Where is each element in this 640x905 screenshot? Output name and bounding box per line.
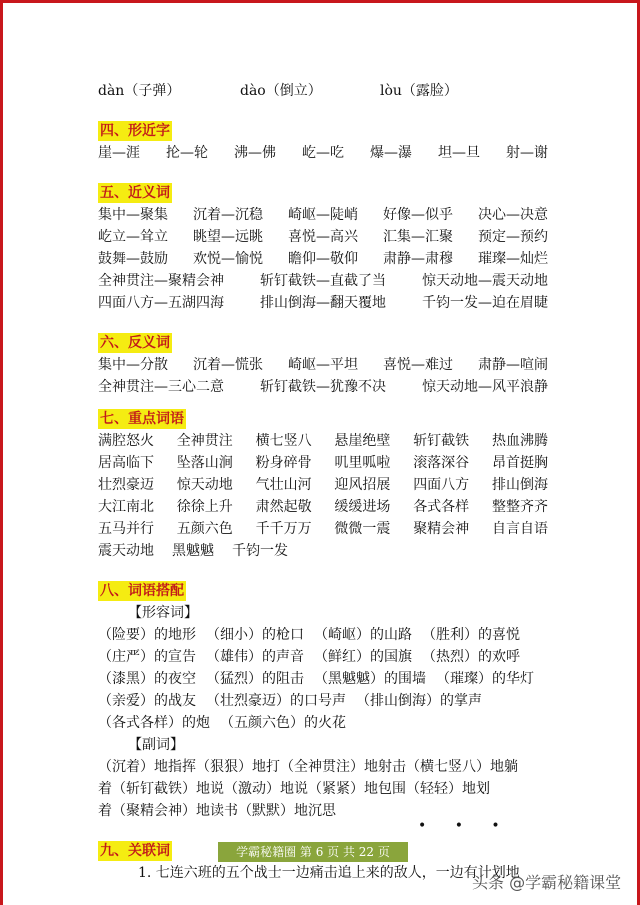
section-heading: 四、形近字 <box>100 123 170 139</box>
word-row <box>98 248 548 270</box>
word-item: 排山倒海—翻天覆地 <box>260 295 386 311</box>
word-item: 滚落深谷 <box>413 455 470 471</box>
word-item: 汇集—汇聚 <box>383 229 453 245</box>
word-row <box>98 646 548 668</box>
word-row <box>98 496 548 518</box>
word-item: （雄伟）的声音 <box>206 649 304 665</box>
adverb-list <box>98 756 548 822</box>
top-border <box>0 0 640 3</box>
word-item: 黑魆魆 <box>172 543 214 559</box>
pinyin-line <box>98 80 548 102</box>
word-item: 气壮山河 <box>255 477 312 493</box>
word-item: 千钧一发—迫在眉睫 <box>422 295 548 311</box>
word-row <box>98 452 548 474</box>
word-item: （细小）的枪口 <box>206 627 304 643</box>
word-item: 热血沸腾 <box>491 433 548 449</box>
word-item: 叽里呱啦 <box>334 455 391 471</box>
word-item: （庄严）的宣告 <box>98 649 196 665</box>
word-item: 惊天动地—风平浪静 <box>422 379 548 395</box>
word-item: 微微一震 <box>334 521 391 537</box>
word-item: 五马并行 <box>98 521 154 537</box>
word-row <box>98 354 548 376</box>
word-item: 满腔怒火 <box>98 433 154 449</box>
word-item: 预定—预约 <box>478 229 548 245</box>
conjunction-item: 1. 七连六班的五个战士一边痛击追上来的敌人，一边有计划地 <box>138 865 520 881</box>
word-row <box>98 540 548 562</box>
word-item: 好像—似乎 <box>383 207 453 223</box>
word-item: 斩钉截铁—直截了当 <box>260 273 386 289</box>
word-item: 崎岖—陡峭 <box>288 207 358 223</box>
word-item: 肃然起敬 <box>255 499 312 515</box>
word-item: 鼓舞—鼓励 <box>98 251 168 267</box>
word-item: 迎风招展 <box>334 477 391 493</box>
word-item: （壮烈豪迈）的口号声 <box>206 693 346 709</box>
left-border <box>0 0 3 905</box>
word-item: 四面八方 <box>413 477 470 493</box>
word-row <box>98 474 548 496</box>
word-item: 各式各样 <box>413 499 470 515</box>
watermark-text: 头条 @学霸秘籍课堂 <box>472 873 622 892</box>
word-item: 横七竖八 <box>255 433 312 449</box>
word-row <box>98 204 548 226</box>
word-item: 自言自语 <box>491 521 548 537</box>
word-item: 聚精会神 <box>413 521 470 537</box>
pinyin-item: dàn（子弹） <box>98 83 181 99</box>
page-content <box>98 80 548 884</box>
word-item: （排山倒海）的掌声 <box>356 693 482 709</box>
section-heading: 八、词语搭配 <box>100 583 184 599</box>
word-item: （五颜六色）的火花 <box>220 715 346 731</box>
word-item: 抡—轮 <box>166 145 208 161</box>
word-item: （热烈）的欢呼 <box>422 649 520 665</box>
word-item: 千钧一发 <box>232 543 288 559</box>
section-heading: 七、重点词语 <box>100 411 184 427</box>
word-item: 屹立—耸立 <box>98 229 168 245</box>
adjective-list <box>98 624 548 734</box>
adverb-label: 【副词】 <box>128 737 184 753</box>
word-item: 惊天动地—震天动地 <box>422 273 548 289</box>
word-item: 粉身碎骨 <box>255 455 312 471</box>
word-item: （亲爱）的战友 <box>98 693 196 709</box>
word-item: 坠落山涧 <box>176 455 233 471</box>
word-row <box>98 142 548 164</box>
word-item: 排山倒海 <box>491 477 548 493</box>
word-item: （猛烈）的阻击 <box>206 671 304 687</box>
word-item: 沸—佛 <box>234 145 276 161</box>
word-row <box>98 690 548 712</box>
word-item: 全神贯注—三心二意 <box>98 379 224 395</box>
word-item: 惊天动地 <box>176 477 233 493</box>
word-row <box>98 518 548 540</box>
word-row <box>98 668 548 690</box>
zhongdian-list <box>98 430 548 562</box>
word-item: 集中—分散 <box>98 357 168 373</box>
word-item: 肃静—喧闹 <box>478 357 548 373</box>
word-item: 四面八方—五湖四海 <box>98 295 224 311</box>
word-item: 沉着—沉稳 <box>193 207 263 223</box>
word-item: 居高临下 <box>98 455 154 471</box>
word-item: 大江南北 <box>98 499 154 515</box>
word-row <box>98 624 548 646</box>
word-item: 欢悦—愉悦 <box>193 251 263 267</box>
pinyin-item: dào（倒立） <box>240 83 322 99</box>
word-item: 斩钉截铁 <box>413 433 470 449</box>
word-item: 沉着—慌张 <box>193 357 263 373</box>
word-item: 缓缓进场 <box>334 499 391 515</box>
fanyi-list <box>98 354 548 398</box>
word-item: 昂首挺胸 <box>491 455 548 471</box>
word-item: （黑魆魆）的围墙 <box>314 671 426 687</box>
word-item: 五颜六色 <box>176 521 233 537</box>
jinyi-list <box>98 204 548 314</box>
word-item: 喜悦—难过 <box>383 357 453 373</box>
word-item: 喜悦—高兴 <box>288 229 358 245</box>
word-item: 坦—旦 <box>438 145 480 161</box>
word-item: 壮烈豪迈 <box>98 477 154 493</box>
word-item: （璀璨）的华灯 <box>436 671 534 687</box>
word-item: 肃静—肃穆 <box>383 251 453 267</box>
word-item: （鲜红）的国旗 <box>314 649 412 665</box>
word-item: 瞻仰—敬仰 <box>288 251 358 267</box>
word-row <box>98 430 548 452</box>
word-item: 璀璨—灿烂 <box>478 251 548 267</box>
pinyin-item: lòu（露脸） <box>380 83 458 99</box>
word-row <box>98 292 548 314</box>
word-item: （险要）的地形 <box>98 627 196 643</box>
word-item: 斩钉截铁—犹豫不决 <box>260 379 386 395</box>
adjective-label: 【形容词】 <box>128 605 198 621</box>
xingjin-list <box>98 142 548 164</box>
word-item: 决心—决意 <box>478 207 548 223</box>
word-row <box>98 376 548 398</box>
word-item: 全神贯注—聚精会神 <box>98 273 224 289</box>
word-item: 射—谢 <box>506 145 548 161</box>
section-heading: 九、关联词 <box>100 843 170 859</box>
word-item: 眺望—远眺 <box>193 229 263 245</box>
word-item: 集中—聚集 <box>98 207 168 223</box>
emphasis-marks: • • • <box>418 818 512 834</box>
word-item: 悬崖绝壁 <box>334 433 391 449</box>
adverb-line: 着（斩钉截铁）地说（激动）地说（紧紧）地包围（轻轻）地划 <box>98 781 490 797</box>
adverb-line: （沉着）地指挥（狠狠）地打（全神贯注）地射击（横七竖八）地躺 <box>98 759 518 775</box>
word-item: 徐徐上升 <box>176 499 233 515</box>
word-item: （漆黑）的夜空 <box>98 671 196 687</box>
word-item: （各式各样）的炮 <box>98 715 210 731</box>
word-item: 崖—涯 <box>98 145 140 161</box>
word-item: （胜利）的喜悦 <box>422 627 520 643</box>
word-item: 屹—吃 <box>302 145 344 161</box>
word-item: 千千万万 <box>255 521 312 537</box>
word-row <box>98 226 548 248</box>
adverb-line: 着（聚精会神）地读书（默默）地沉思 <box>98 803 336 819</box>
word-item: 全神贯注 <box>176 433 233 449</box>
section-heading: 五、近义词 <box>100 185 170 201</box>
word-item: 崎岖—平坦 <box>288 357 358 373</box>
word-item: （崎岖）的山路 <box>314 627 412 643</box>
word-row <box>98 712 548 734</box>
section-heading: 六、反义词 <box>100 335 170 351</box>
page-footer: 学霸秘籍圈 第 6 页 共 22 页 <box>218 842 408 862</box>
word-row <box>98 270 548 292</box>
word-item: 整整齐齐 <box>491 499 548 515</box>
word-item: 震天动地 <box>98 543 154 559</box>
word-item: 爆—瀑 <box>370 145 412 161</box>
